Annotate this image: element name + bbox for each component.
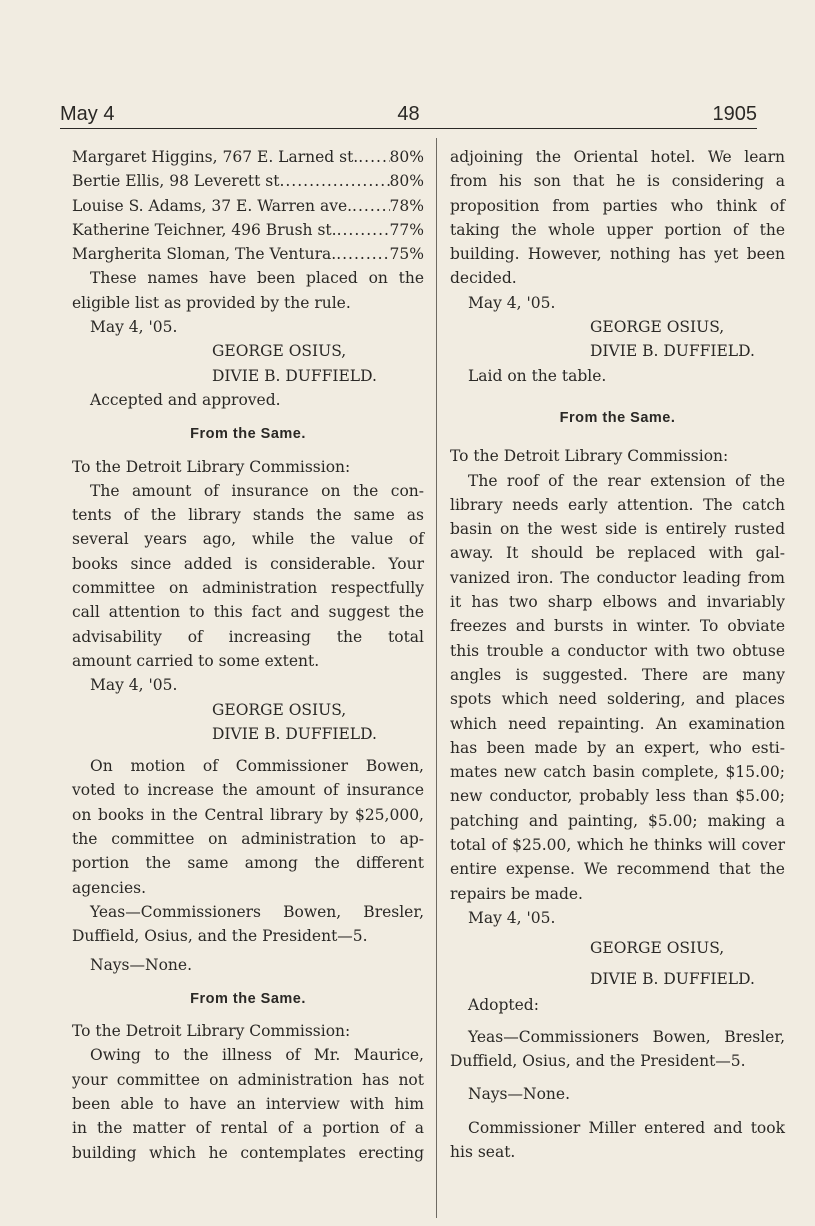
report-date: May 4, '05. [468,293,556,312]
signature: DIVIE B. DUFFIELD. [590,342,755,361]
paragraph-line: basin on the west side is entirely rusted [450,520,785,539]
paragraph-line: mates new catch basin complete, $15.00; [450,763,785,782]
paragraph-line: library needs early attention. The catch [450,495,785,514]
paragraph-line: from his son that he is considering a [450,172,785,191]
list-item: Louise S. Adams, 37 E. Warren ave. ..... 78% [72,194,424,218]
paragraph-line: angles is suggested. There are many [450,665,785,684]
paragraph-line: vanized iron. The conductor leading from [450,568,785,587]
page-number: 48 [397,103,420,125]
vote-yeas: Yeas—Commissioners Bowen, Bresler, [90,902,424,921]
paragraph-line: building. However, nothing has yet been [450,245,785,264]
column-divider [436,138,437,1218]
report-date: May 4, '05. [90,676,178,695]
report-date: May 4, '05. [90,318,178,337]
page-header [60,103,757,131]
salutation: To the Detroit Library Commission: [72,1022,351,1041]
paragraph-line: it has two sharp elbows and invariably [450,593,785,612]
paragraph-line: several years ago, while the value of [72,530,424,549]
paragraph-line: away. It should be replaced with gal- [450,544,785,563]
section-heading: From the Same. [190,990,306,1007]
salutation: To the Detroit Library Commission: [450,447,729,466]
vote-yeas: Yeas—Commissioners Bowen, Bresler, [468,1028,785,1047]
signature: DIVIE B. DUFFIELD. [212,366,377,385]
paragraph-line: tents of the library stands the same as [72,506,424,525]
paragraph-line: freezes and bursts in winter. To obviate [450,617,785,636]
accepted-note: Accepted and approved. [90,390,281,409]
right-column [450,145,785,1165]
paragraph-line: has been made by an expert, who esti- [450,738,785,757]
paragraph-line: building which he contemplates erecting [72,1143,424,1162]
signature: GEORGE OSIUS, [590,318,725,337]
paragraph-line: your committee on administration has not [72,1070,424,1089]
signature: GEORGE OSIUS, [212,342,347,361]
paragraph-line: his seat. [450,1143,516,1162]
paragraph-line: in the matter of rental of a portion of a [72,1119,424,1138]
section-heading: From the Same. [559,409,676,426]
paragraph-line: new conductor, probably less than $5.00; [450,787,785,806]
vote-yeas-cont: Duffield, Osius, and the President—5. [72,927,368,946]
header-date: May 4 [60,103,115,125]
paragraph-line: which need repainting. An examination [450,714,785,733]
list-note-end: eligible list as provided by the rule. [72,293,351,312]
vote-nays: Nays—None. [468,1084,570,1103]
paragraph-line: this trouble a conductor with two obtuse [450,641,785,660]
paragraph-line: the committee on administration to ap- [72,830,424,849]
paragraph-line: been able to have an interview with him [72,1094,424,1113]
paragraph-line: committee on administration respectfully [72,579,424,598]
paragraph-line: advisability of increasing the total [72,627,424,646]
paragraph-line: The roof of the rear extension of the [468,471,785,490]
paragraph-line: patching and painting, $5.00; making a [450,811,785,830]
paragraph-line: proposition from parties who think of [450,196,785,215]
paragraph-line: spots which need soldering, and places [450,690,785,709]
paragraph-line: taking the whole upper portion of the [450,220,785,239]
paragraph-line: entire expense. We recommend that the [450,860,785,879]
paragraph-line: Commissioner Miller entered and took [468,1118,785,1137]
paragraph-line: books since added is considerable. Your [72,554,424,573]
signature: GEORGE OSIUS, [212,700,347,719]
section-heading: From the Same. [190,426,306,443]
list-item: Katherine Teichner, 496 Brush st. ..... 77% [72,218,424,242]
paragraph-line: On motion of Commissioner Bowen, [90,757,424,776]
list-note: These names have been placed on the [90,269,424,288]
list-item: Bertie Ellis, 98 Leverett st ..... 80% [72,169,424,193]
salutation: To the Detroit Library Commission: [72,457,351,476]
paragraph-line: decided. [450,269,517,288]
tabled-note: Laid on the table. [468,366,607,385]
paragraph-line: total of $25.00, which he thinks will cover [450,836,785,855]
paragraph-line: on books in the Central library by $25,000, [72,805,424,824]
eligible-list [72,145,424,266]
paragraph-line: agencies. [72,878,147,897]
list-item: Margherita Sloman, The Ventura. ..... 75% [72,242,424,266]
paragraph-line: amount carried to some extent. [72,651,320,670]
report-date: May 4, '05. [468,908,556,927]
paragraph-line: adjoining the Oriental hotel. We learn [450,148,785,166]
adopted-note: Adopted: [468,995,539,1014]
signature: DIVIE B. DUFFIELD. [590,969,755,988]
paragraph-line: The amount of insurance on the con- [90,481,424,500]
left-column [72,145,424,1165]
list-item: Margaret Higgins, 767 E. Larned st. ..... 80% [72,145,424,169]
header-year: 1905 [712,103,757,125]
header-rule [60,128,757,129]
paragraph-line: repairs be made. [450,884,583,903]
signature: DIVIE B. DUFFIELD. [212,724,377,743]
paragraph-line: call attention to this fact and suggest the [72,603,424,622]
signature: GEORGE OSIUS, [590,939,725,958]
paragraph-line: voted to increase the amount of insurance [72,781,424,800]
paragraph-line: portion the same among the different [72,854,424,873]
vote-yeas-cont: Duffield, Osius, and the President—5. [450,1052,746,1071]
paragraph-line: Owing to the illness of Mr. Maurice, [90,1046,424,1065]
vote-nays: Nays—None. [90,955,192,974]
